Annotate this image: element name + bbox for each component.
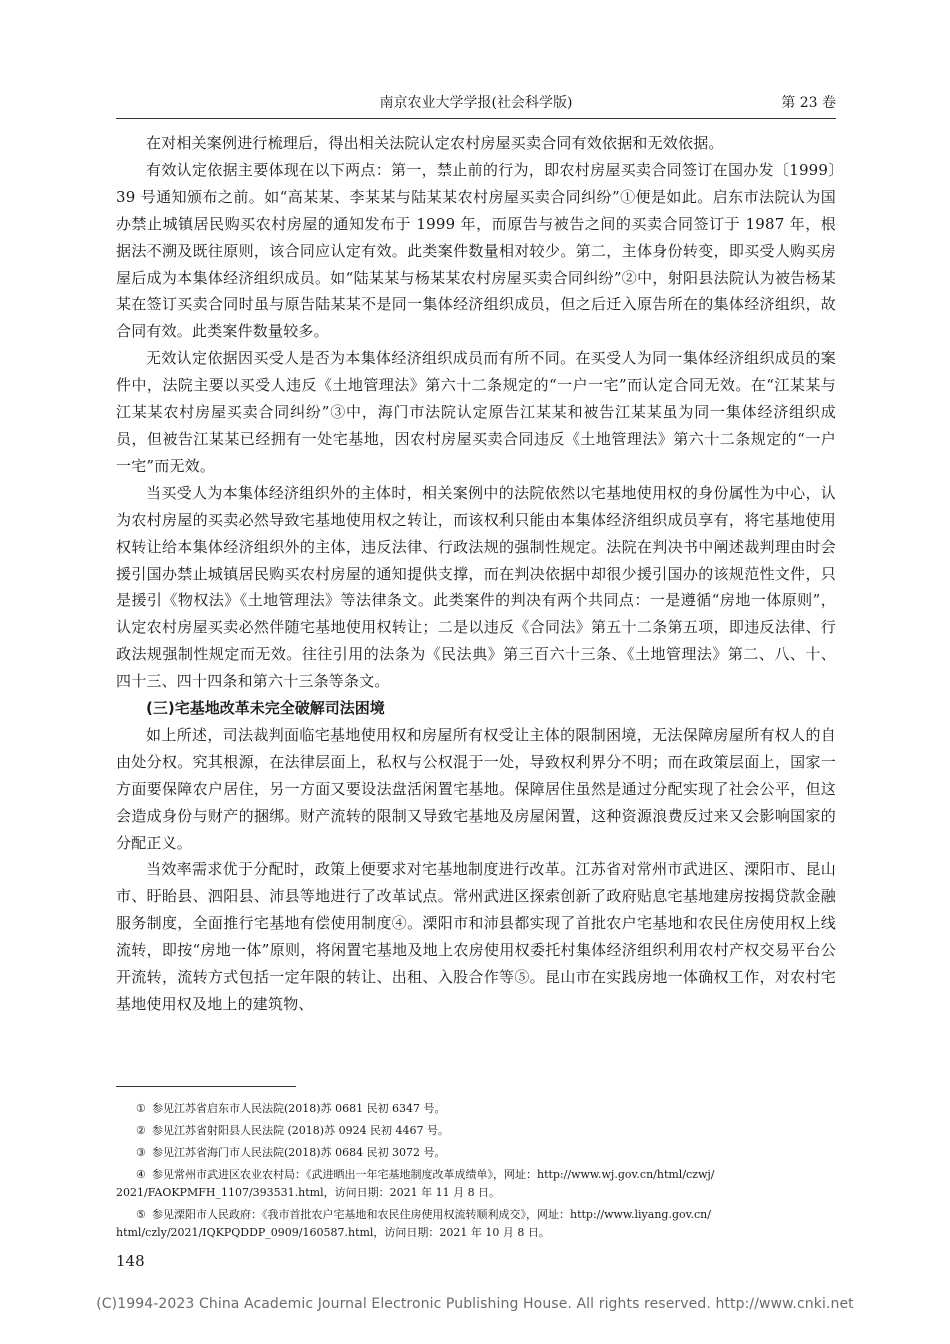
header-rule [116,118,836,119]
footnote-text: 参见江苏省海门市人民法院(2018)苏 0684 民初 3072 号。 [152,1146,446,1159]
footnote-4 [116,1166,836,1184]
paragraph: 当买受人为本集体经济组织外的主体时，相关案例中的法院依然以宅基地使用权的身份属性为中心，认为农村房屋的买卖必然导致宅基地使用权之转让，而该权利只能由本集体经济组织成员享有，将宅基地使用权转让给本集体经济组织外的主体，违反法律、行政法规的强制性规定。法院在判决书中阐述裁判理由时会援引国办禁止城镇居民购买农村房屋的通知提供支撑，而在判决依据中却很少援引国办的该规范性文件，只是援引《物权法》《土地管理法》等法律条文。此类案件的判决有两个共同点：一是遵循“房地一体原则”，认定农村房屋买卖必然伴随宅基地使用权转让；二是以违反《合同法》第五十二条第五项，即违反法律、行政法规强制性规定而无效。往往引用的法条为《民法典》第三百六十三条、《土地管理法》第二、八、十、四十三、四十四条和第六十三条等条文。 [116,483,836,691]
footnotes [116,1100,836,1246]
footnote-mark: ② [136,1124,146,1137]
journal-title: 南京农业大学学报(社会科学版) [379,95,573,111]
copyright-notice: (C)1994-2023 China Academic Journal Electronic Publishing House. All rights reserved. http://www.cnki.net [96,1296,854,1312]
paragraph: 当效率需求优于分配时，政策上便要求对宅基地制度进行改革。江苏省对常州市武进区、溧阳市、昆山市、盱眙县、泗阳县、沛县等地进行了改革试点。常州武进区探索创新了政府贴息宅基地建房按揭贷款金融服务制度，全面推行宅基地有偿使用制度④。溧阳市和沛县都实现了首批农户宅基地和农民住房使用权上线流转，即按“房地一体”原则，将闲置宅基地及地上农房使用权委托村集体经济组织利用农村产权交易平台公开流转，流转方式包括一定年限的转让、出租、入股合作等⑤。昆山市在实践房地一体确权工作，对农村宅基地使用权及地上的建筑物、 [116,860,836,1013]
paragraph: 如上所述，司法裁判面临宅基地使用权和房屋所有权受让主体的限制困境，无法保障房屋所有权人的自由处分权。究其根源，在法律层面上，私权与公权混于一处，导致权利界分不明；而在政策层面上，国家一方面要保障农户居住，另一方面又要设法盘活闲置宅基地。保障居住虽然是通过分配实现了社会公平，但这会造成身份与财产的捆绑。财产流转的限制又导致宅基地及房屋闲置，这种资源浪费反过来又会影响国家的分配正义。 [116,725,836,852]
footnote-5-continued: html/czly/2021/IQKPQDDP_0909/160587.html，访问日期：2021 年 10 月 8 日。 [116,1226,550,1239]
section-heading: (三)宅基地改革未完全破解司法困境 [146,699,385,718]
footnote-5 [116,1206,836,1224]
footnote-mark: ⑤ [136,1208,146,1221]
footnote-1 [116,1100,836,1118]
footnote-mark: ① [136,1102,146,1115]
paragraph: 在对相关案例进行梳理后，得出相关法院认定农村房屋买卖合同有效依据和无效依据。 [146,134,724,152]
footnote-4-continued: 2021/FAOKPMFH_1107/393531.html，访问日期：2021 年 11 月 8 日。 [116,1186,501,1199]
footnote-rule [116,1086,296,1087]
paragraph: 有效认定依据主要体现在以下两点：第一，禁止前的行为，即农村房屋买卖合同签订在国办发〔1999〕39 号通知颁布之前。如“高某某、李某某与陆某某农村房屋买卖合同纠纷”①便是如此。启东市法院认为国办禁止城镇居民购买农村房屋的通知发布于 1999 年，而原告与被告之间的买卖合同签订于 1987 年，根据法不溯及既往原则，该合同应认定有效。此类案件数量相对较少。第二，主体身份转变，即买受人购买房屋后成为本集体经济组织成员。如“陆某某与杨某某农村房屋买卖合同纠纷”②中，射阳县法院认为被告杨某某在签订买卖合同时虽与原告陆某某不是同一集体经济组织成员，但之后迁入原告所在的集体经济组织，故合同有效。此类案件数量较多。 [116,160,836,341]
article-body [116,130,836,1018]
footnote-mark: ④ [136,1168,146,1181]
footnote-text: 参见江苏省射阳县人民法院 (2018)苏 0924 民初 4467 号。 [152,1124,450,1137]
footnote-3 [116,1144,836,1162]
footnote-text: 参见常州市武进区农业农村局：《武进晒出一年宅基地制度改革成绩单》，网址：http://www.wj.gov.cn/html/czwj/ [152,1168,715,1181]
footnote-mark: ③ [136,1146,146,1159]
volume-number: 第 23 卷 [781,95,836,111]
running-head [116,94,836,118]
footnote-2 [116,1122,836,1140]
page-number: 148 [116,1252,145,1270]
footnote-text: 参见溧阳市人民政府：《我市首批农户宅基地和农民住房使用权流转顺利成交》，网址：http://www.liyang.gov.cn/ [152,1208,711,1221]
paragraph: 无效认定依据因买受人是否为本集体经济组织成员而有所不同。在买受人为同一集体经济组织成员的案件中，法院主要以买受人违反《土地管理法》第六十二条规定的“一户一宅”而认定合同无效。在“江某某与江某某农村房屋买卖合同纠纷”③中，海门市法院认定原告江某某和被告江某某虽为同一集体经济组织成员，但被告江某某已经拥有一处宅基地，因农村房屋买卖合同违反《土地管理法》第六十二条规定的“一户一宅”而无效。 [116,349,836,475]
footnote-text: 参见江苏省启东市人民法院(2018)苏 0681 民初 6347 号。 [152,1102,446,1115]
